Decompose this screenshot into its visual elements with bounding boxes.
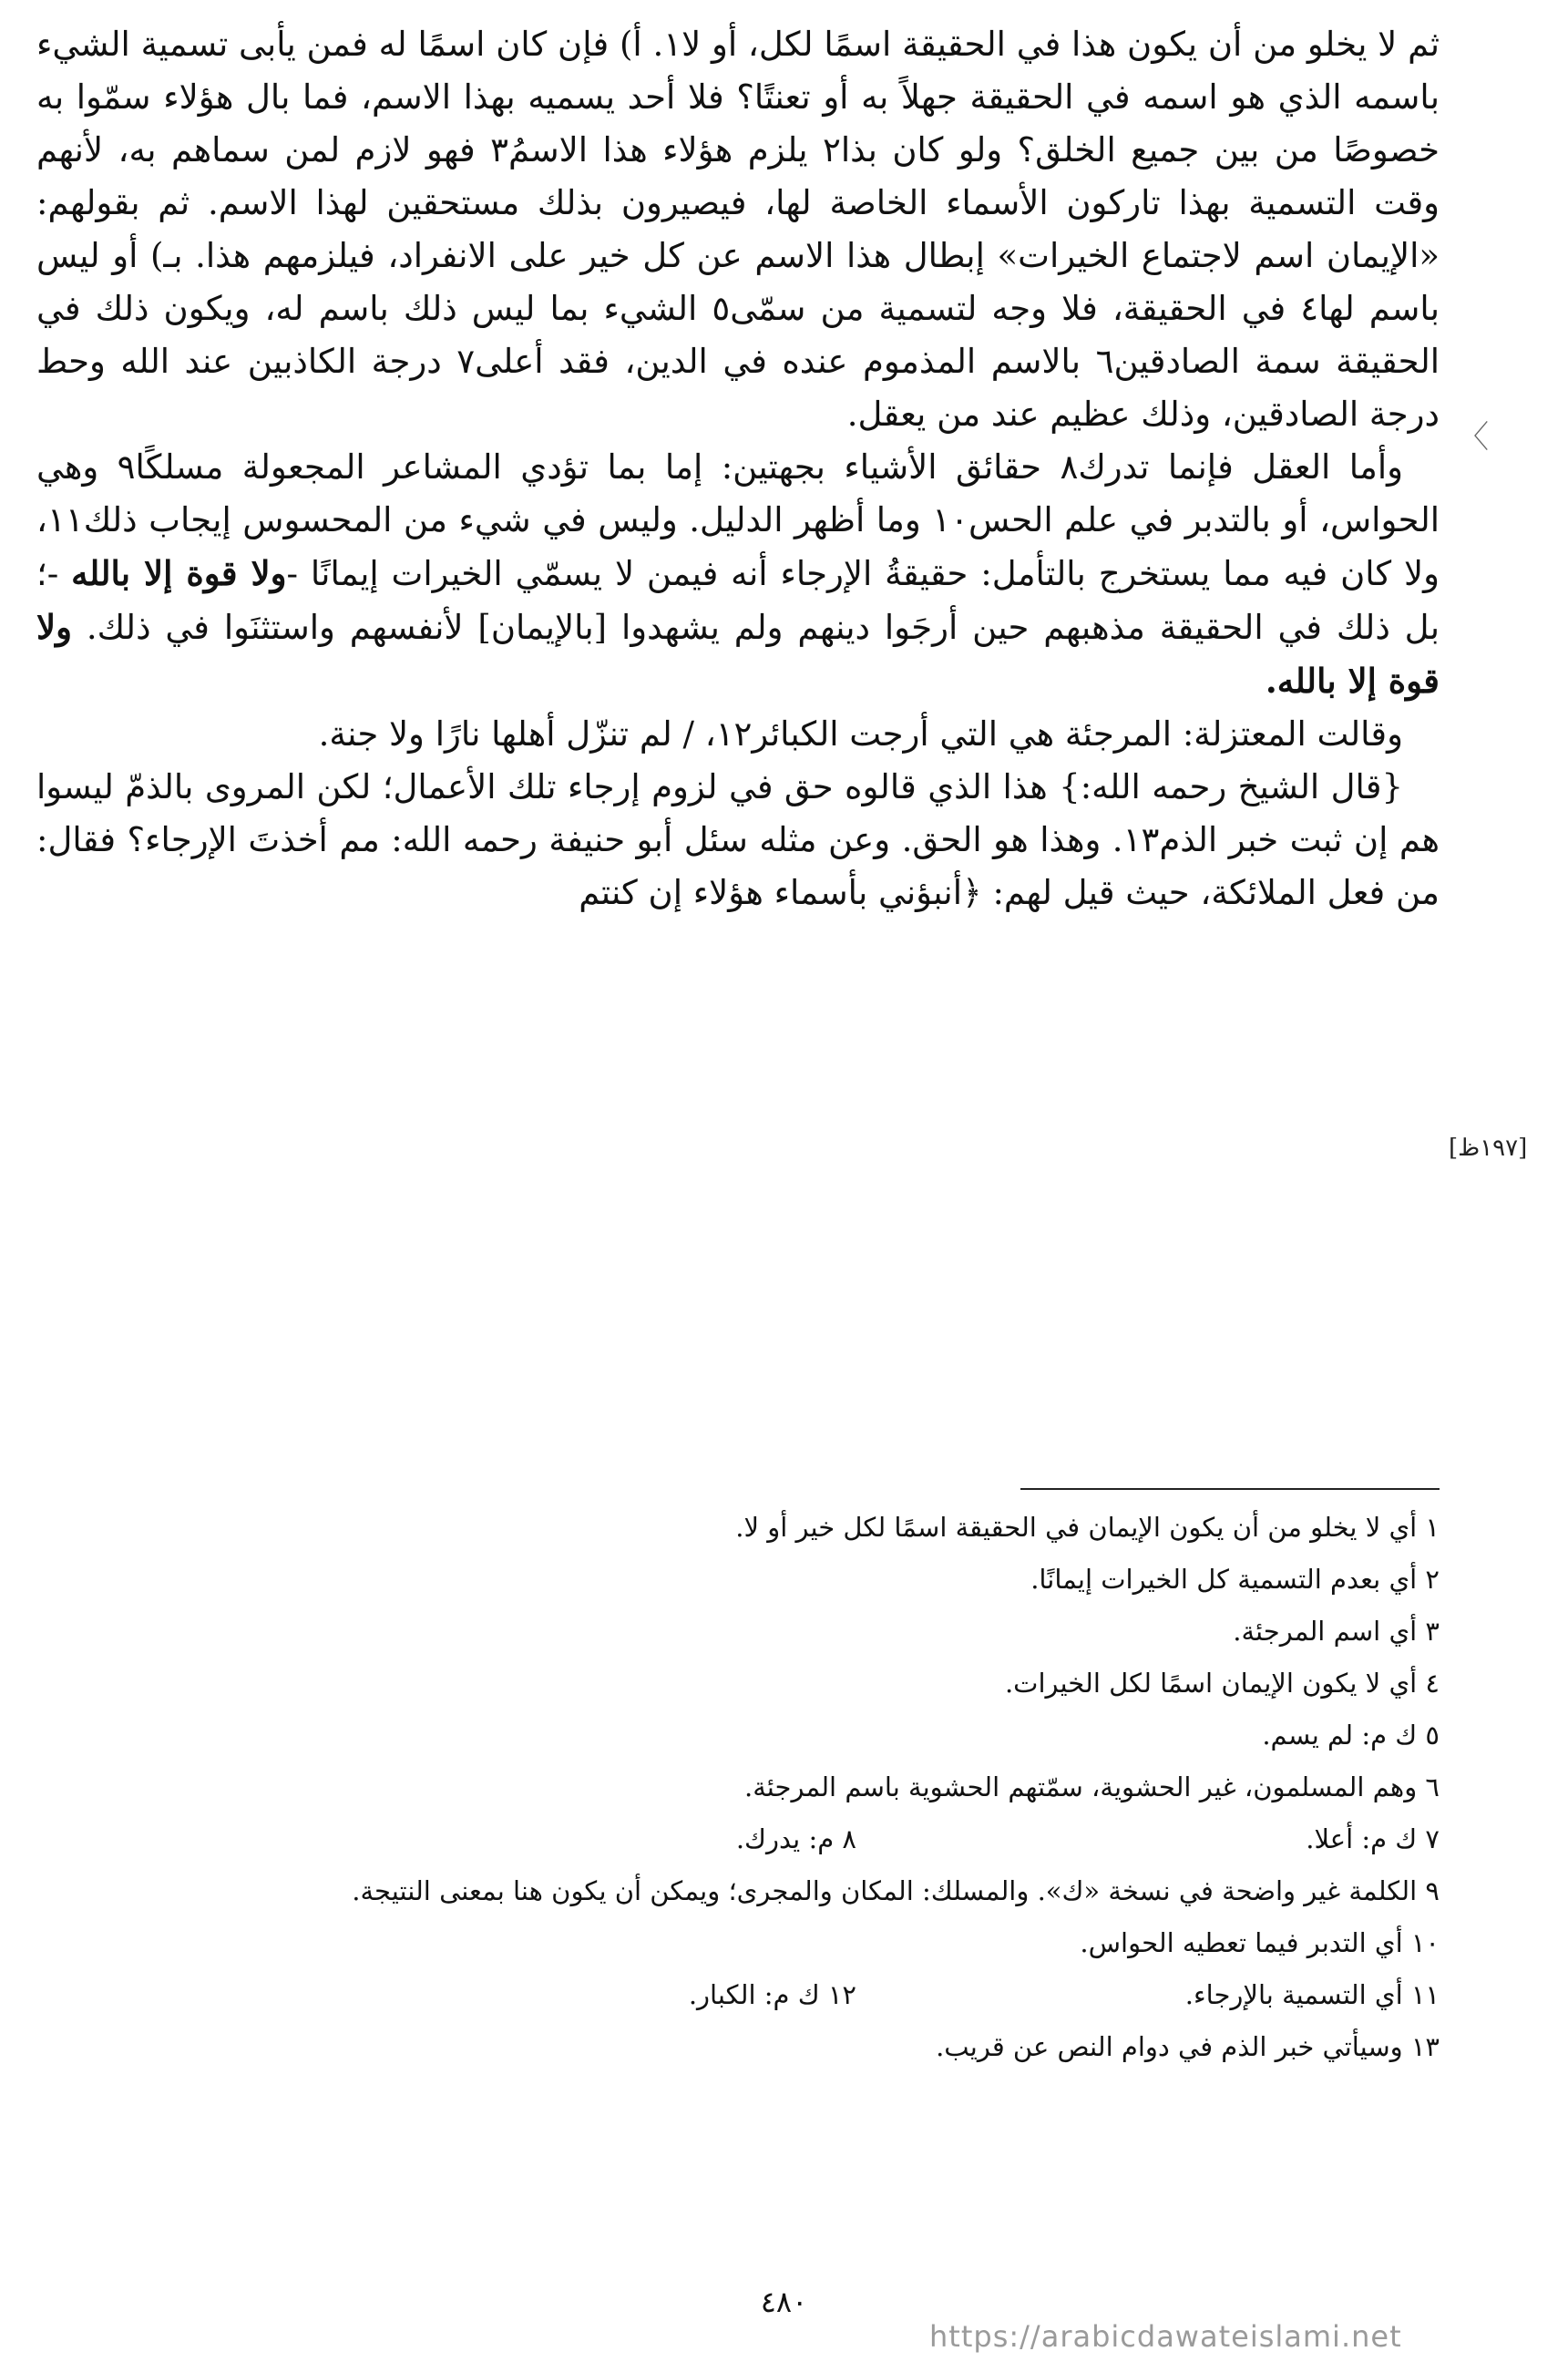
footnote: ١٢ ك م: الكبار. xyxy=(688,1979,856,2010)
footnote: ٤ أي لا يكون الإيمان اسمًا لكل الخيرات. xyxy=(1004,1668,1440,1699)
footnote: ٣ أي اسم المرجئة. xyxy=(1233,1616,1440,1647)
page-number: ٤٨٠ xyxy=(760,2285,808,2319)
paragraph-2 xyxy=(36,441,1440,708)
paragraph-2-continued: -؛ بل ذلك في الحقيقة مذهبهم حين أرجَوا دينهم ولم يشهدوا [بالإيمان] لأنفسهم واستثنَوا في ذلك. xyxy=(36,554,1440,647)
main-text xyxy=(36,18,1440,919)
footnote: ١٣ وسيأتي خبر الذم في دوام النص عن قريب. xyxy=(936,2031,1440,2062)
footnotes xyxy=(73,1502,1440,2073)
watermark: https://arabicdawateislami.net xyxy=(929,2319,1402,2354)
folio-margin-note: [١٩٧ظ] xyxy=(1449,1135,1528,1162)
footnote-row xyxy=(73,1969,1440,2021)
footnote: ١٠ أي التدبر فيما تعطيه الحواس. xyxy=(1080,1927,1440,1958)
footnote: ١ أي لا يخلو من أن يكون الإيمان في الحقيقة اسمًا لكل خير أو لا. xyxy=(735,1512,1440,1543)
bold-phrase: ولا قوة إلا بالله. xyxy=(36,607,1440,701)
footnote: ٧ ك م: أعلا. xyxy=(1306,1823,1440,1854)
bold-phrase: ولا قوة إلا بالله xyxy=(71,553,287,593)
paragraph-3: وقالت المعتزلة: المرجئة هي التي أرجت الكبائر١٢، / لم تنزّل أهلها نارًا ولا جنة. xyxy=(318,714,1403,754)
footnote: ٢ أي بعدم التسمية كل الخيرات إيمانًا. xyxy=(1030,1564,1440,1595)
paragraph-2-text: وأما العقل فإنما تدرك٨ حقائق الأشياء بجهتين: إما بما تؤدي المشاعر المجعولة مسلكًا٩ وهي الحواس، أو بالتدبر في علم الحس١٠ وما أظهر الدليل. وليس في شيء من المحسوس إيجاب ذلك١١، ولا كان فيه مما يستخرج بالتأمل: حقيقةُ الإرجاء أنه فيمن لا يسمّي الخيرات إيمانًا - xyxy=(36,447,1440,593)
paragraph-4: {قال الشيخ رحمه الله:} هذا الذي قالوه حق في لزوم إرجاء تلك الأعمال؛ لكن المروى بالذمّ ليسوا هم إن ثبت خبر الذم١٣. وهذا هو الحق. وعن مثله سئل أبو حنيفة رحمه الله: مم أخذتَ الإرجاء؟ فقال: من فعل الملائكة، حيث قيل لهم: ﴿أنبؤني بأسماء هؤلاء إن كنتم xyxy=(36,767,1440,912)
footnote: ٨ م: يدرك. xyxy=(735,1823,856,1854)
footnote: ٩ الكلمة غير واضحة في نسخة «ك». والمسلك: المكان والمجرى؛ ويمكن أن يكون هنا بمعنى النتيجة. xyxy=(352,1875,1440,1906)
footnote: ٥ ك م: لم يسم. xyxy=(1262,1720,1440,1751)
footnote-row xyxy=(73,1813,1440,1865)
margin-bracket-mark: 〈 xyxy=(1458,419,1489,456)
footnote: ١١ أي التسمية بالإرجاء. xyxy=(1184,1979,1440,2010)
footnote: ٦ وهم المسلمون، غير الحشوية، سمّتهم الحشوية باسم المرجئة. xyxy=(744,1771,1440,1802)
footnote-divider xyxy=(1020,1488,1440,1490)
paragraph-1: ثم لا يخلو من أن يكون هذا في الحقيقة اسمًا لكل، أو لا١. أ) فإن كان اسمًا له فمن يأبى تسمية الشيء باسمه الذي هو اسمه في الحقيقة جهلاً به أو تعنتًا؟ فلا أحد يسميه بهذا الاسم، فما بال هؤلاء سمّوا به خصوصًا من بين جميع الخلق؟ ولو كان بذا٢ يلزم هؤلاء هذا الاسمُ٣ فهو لازم لمن سماهم به، لأنهم وقت التسمية بهذا تاركون الأسماء الخاصة لها، فيصيرون بذلك مستحقين لهذا الاسم. ثم بقولهم: «الإيمان اسم لاجتماع الخيرات» إبطال هذا الاسم عن كل خير على الانفراد، فيلزمهم هذا. بـ) أو ليس باسم لها٤ في الحقيقة، فلا وجه لتسمية من سمّى٥ الشيء بما ليس ذلك باسم له، ويكون ذلك في الحقيقة سمة الصادقين٦ بالاسم المذموم عنده في الدين، فقد أعلى٧ درجة الكاذبين عند الله وحط درجة الصادقين، وذلك عظيم عند من يعقل. xyxy=(36,25,1440,434)
